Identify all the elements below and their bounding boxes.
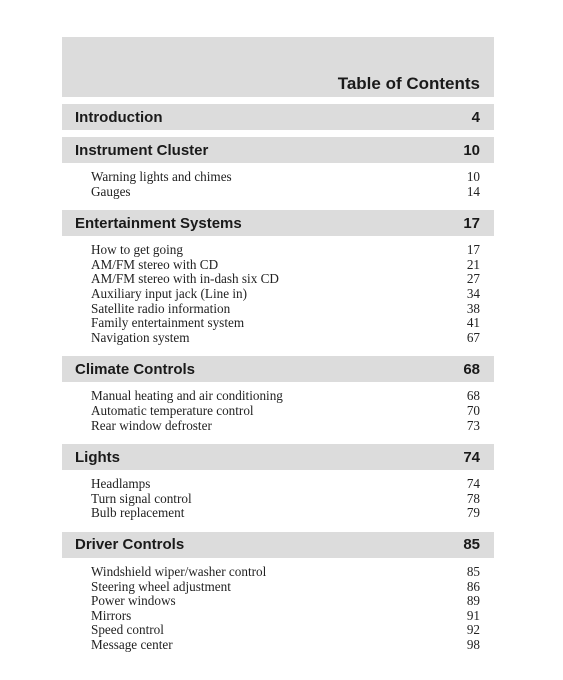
section-title: Entertainment Systems [75, 214, 242, 232]
toc-entry[interactable] [91, 316, 480, 331]
section-title: Climate Controls [75, 360, 196, 378]
section-title: Instrument Cluster [75, 141, 209, 159]
section-heading[interactable] [62, 210, 494, 236]
section-heading[interactable] [62, 532, 494, 558]
entry-label: Turn signal control [91, 490, 192, 506]
toc-entry[interactable] [91, 185, 480, 200]
entry-list [62, 470, 494, 525]
entry-label: Gauges [91, 183, 131, 199]
entry-page-number: 98 [466, 636, 480, 652]
section-entertainment-systems [62, 210, 494, 349]
section-page-number: 74 [463, 448, 480, 466]
section-heading[interactable] [62, 444, 494, 470]
entry-page-number: 79 [466, 505, 480, 521]
entry-list [62, 236, 494, 349]
toc-entry[interactable] [91, 609, 480, 624]
toc-entry[interactable] [91, 594, 480, 609]
entry-label: AM/FM stereo with in-dash six CD [91, 271, 279, 287]
toc-entry[interactable] [91, 287, 480, 302]
toc-entry[interactable] [91, 331, 480, 346]
toc-entry[interactable] [91, 638, 480, 653]
entry-page-number: 17 [466, 242, 480, 258]
entry-label: Bulb replacement [91, 505, 185, 521]
entry-page-number: 68 [466, 388, 480, 404]
entry-label: Headlamps [91, 476, 151, 492]
entry-page-number: 38 [466, 300, 480, 316]
toc-entry[interactable] [91, 404, 480, 419]
toc-entry[interactable] [91, 258, 480, 273]
section-page-number: 85 [463, 536, 480, 554]
section-lights [62, 444, 494, 525]
entry-label: Rear window defroster [91, 417, 212, 433]
entry-label: Satellite radio information [91, 300, 231, 316]
entry-page-number: 21 [466, 256, 480, 272]
entry-page-number: 74 [466, 476, 480, 492]
entry-page-number: 34 [466, 285, 480, 301]
entry-label: Navigation system [91, 329, 190, 345]
entry-page-number: 67 [466, 329, 480, 345]
entry-label: Family entertainment system [91, 315, 245, 331]
entry-label: Manual heating and air conditioning [91, 388, 283, 404]
entry-label: Power windows [91, 593, 176, 609]
entry-page-number: 85 [466, 563, 480, 579]
section-page-number: 4 [471, 108, 480, 126]
section-page-number: 68 [463, 360, 480, 378]
entry-list [62, 163, 494, 203]
section-climate-controls [62, 356, 494, 437]
toc-entry[interactable] [91, 302, 480, 317]
section-title: Driver Controls [75, 536, 185, 554]
entry-label: Warning lights and chimes [91, 169, 232, 184]
page-title: Table of Contents [337, 74, 480, 93]
entry-label: AM/FM stereo with CD [91, 256, 219, 272]
entry-label: Windshield wiper/washer control [91, 563, 267, 579]
section-page-number: 10 [463, 141, 480, 159]
entry-page-number: 91 [466, 607, 480, 623]
entry-label: Automatic temperature control [91, 402, 254, 418]
entry-page-number: 10 [466, 169, 480, 184]
toc-entry[interactable] [91, 506, 480, 521]
toc-entry[interactable] [91, 170, 480, 185]
toc-entry[interactable] [91, 565, 480, 580]
toc-entry[interactable] [91, 389, 480, 404]
entry-page-number: 41 [466, 315, 480, 331]
entry-page-number: 70 [466, 402, 480, 418]
entry-page-number: 89 [466, 593, 480, 609]
entry-page-number: 78 [466, 490, 480, 506]
section-introduction [62, 104, 494, 130]
toc-entry[interactable] [91, 580, 480, 595]
entry-label: Speed control [91, 622, 164, 638]
section-heading[interactable] [62, 104, 494, 130]
entry-label: Message center [91, 636, 173, 652]
entry-page-number: 86 [466, 578, 480, 594]
entry-label: Steering wheel adjustment [91, 578, 231, 594]
page-header [62, 37, 494, 97]
entry-page-number: 92 [466, 622, 480, 638]
toc-entry[interactable] [91, 492, 480, 507]
toc-entry[interactable] [91, 477, 480, 492]
section-title: Introduction [75, 108, 163, 126]
section-page-number: 17 [463, 214, 480, 232]
entry-page-number: 14 [466, 183, 480, 199]
toc-entry[interactable] [91, 623, 480, 638]
toc-entry[interactable] [91, 272, 480, 287]
entry-list [62, 382, 494, 437]
toc-entry[interactable] [91, 243, 480, 258]
section-driver-controls [62, 532, 494, 657]
section-instrument-cluster [62, 137, 494, 203]
section-heading[interactable] [62, 137, 494, 163]
section-title: Lights [75, 448, 120, 466]
entry-label: Mirrors [91, 607, 132, 623]
entry-label: How to get going [91, 242, 183, 258]
entry-page-number: 73 [466, 417, 480, 433]
entry-list [62, 558, 494, 657]
entry-page-number: 27 [466, 271, 480, 287]
entry-label: Auxiliary input jack (Line in) [91, 285, 248, 301]
toc-entry[interactable] [91, 419, 480, 434]
table-of-contents [62, 104, 494, 656]
section-heading[interactable] [62, 356, 494, 382]
